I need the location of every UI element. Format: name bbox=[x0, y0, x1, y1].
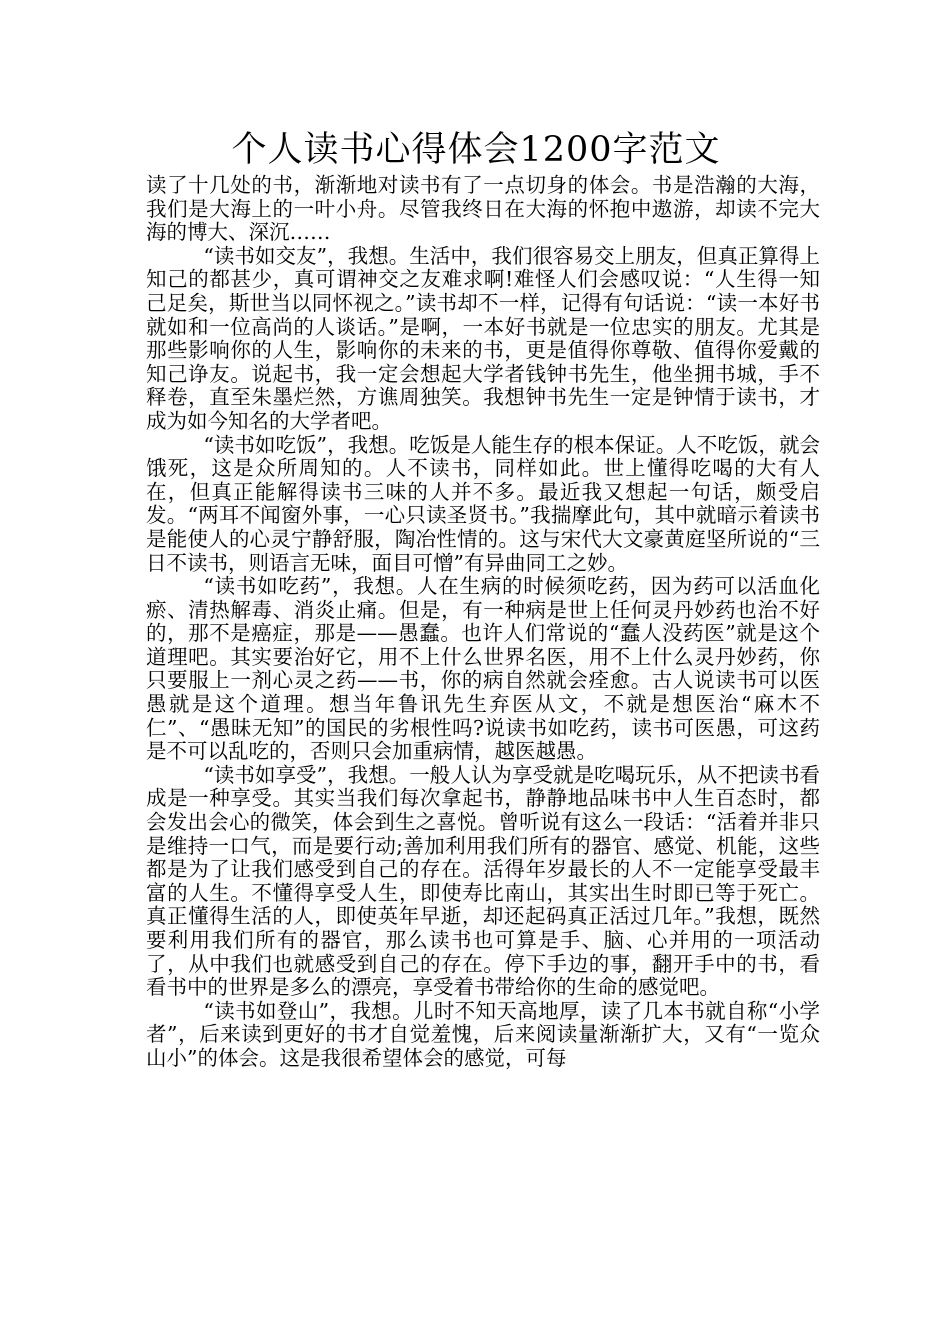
paragraph-reading-as-eating: “读书如吃饭”，我想。吃饭是人能生存的根本保证。人不吃饭，就会饿死，这是众所周知的。人不读书，同样如此。世上懂得吃喝的大有人在，但真正能解得读书三味的人并不多。最近我又想起一句话，颇受启发。“两耳不闻窗外事，一心只读圣贤书。”我揣摩此句，其中就暗示着读书是能使人的心灵宁静舒服，陶冶性情的。这与宋代大文豪黄庭坚所说的“三日不读书，则语言无味，面目可憎”有异曲同工之妙。 bbox=[146, 432, 820, 575]
page-title: 个人读书心得体会1200字范文 bbox=[231, 130, 721, 170]
paragraph-reading-as-medicine: “读书如吃药”，我想。人在生病的时候须吃药，因为药可以活血化瘀、清热解毒、消炎止痛。但是，有一种病是世上任何灵丹妙药也治不好的，那不是癌症，那是——愚蠢。也许人们常说的“蠢人没药医”就是这个道理吧。其实要治好它，用不上什么世界名医，用不上什么灵丹妙药，你只要服上一剂心灵之药——书，你的病自然就会痊愈。古人说读书可以医愚就是这个道理。想当年鲁讯先生弃医从文，不就是想医治“麻木不仁”、“愚昧无知”的国民的劣根性吗?说读书如吃药，读书可医愚，可这药是不可以乱吃的，否则只会加重病情，越医越愚。 bbox=[146, 574, 820, 764]
paragraph-reading-as-friendship: “读书如交友”，我想。生活中，我们很容易交上朋友，但真正算得上知己的都甚少，真可谓神交之友难求啊!难怪人们会感叹说：“人生得一知己足矣，斯世当以同怀视之。”读书却不一样，记得有句话说：“读一本好书就如和一位高尚的人谈话。”是啊，一本好书就是一位忠实的朋友。尤其是那些影响你的人生，影响你的未来的书，更是值得你尊敬、值得你爱戴的知己诤友。说起书，我一定会想起大学者钱钟书先生，他坐拥书城，手不释卷，直至朱墨烂然，方谯周独笑。我想钟书先生一定是钟情于读书，才成为如今知名的大学者吧。 bbox=[146, 243, 820, 433]
paragraph-reading-as-climbing: “读书如登山”，我想。儿时不知天高地厚，读了几本书就自称“小学者”，后来读到更好的书才自觉羞愧，后来阅读量渐渐扩大，又有“一览众山小”的体会。这是我很希望体会的感觉，可每 bbox=[146, 998, 820, 1070]
document-body bbox=[146, 174, 820, 1071]
paragraph-reading-as-enjoyment: “读书如享受”，我想。一般人认为享受就是吃喝玩乐，从不把读书看成是一种享受。其实当我们每次拿起书，静静地品味书中人生百态时，都会发出会心的微笑，体会到生之喜悦。曾听说有这么一段话：“活着并非只是维持一口气，而是要行动;善加利用我们所有的器官、感觉、机能，这些都是为了让我们感受到自己的存在。活得年岁最长的人不一定能享受最丰富的人生。不懂得享受人生，即使寿比南山，其实出生时即已等于死亡。真正懂得生活的人，即使英年早逝，却还起码真正活过几年。”我想，既然要利用我们所有的器官，那么读书也可算是手、脑、心并用的一项活动了，从中我们也就感受到自己的存在。停下手边的事，翻开手中的书，看看书中的世界是多么的漂亮，享受着书带给你的生命的感觉吧。 bbox=[146, 762, 820, 1000]
paragraph-intro: 读了十几处的书，渐渐地对读书有了一点切身的体会。书是浩瀚的大海，我们是大海上的一叶小舟。尽管我终日在大海的怀抱中遨游，却读不完大海的博大、深沉…… bbox=[146, 173, 820, 245]
